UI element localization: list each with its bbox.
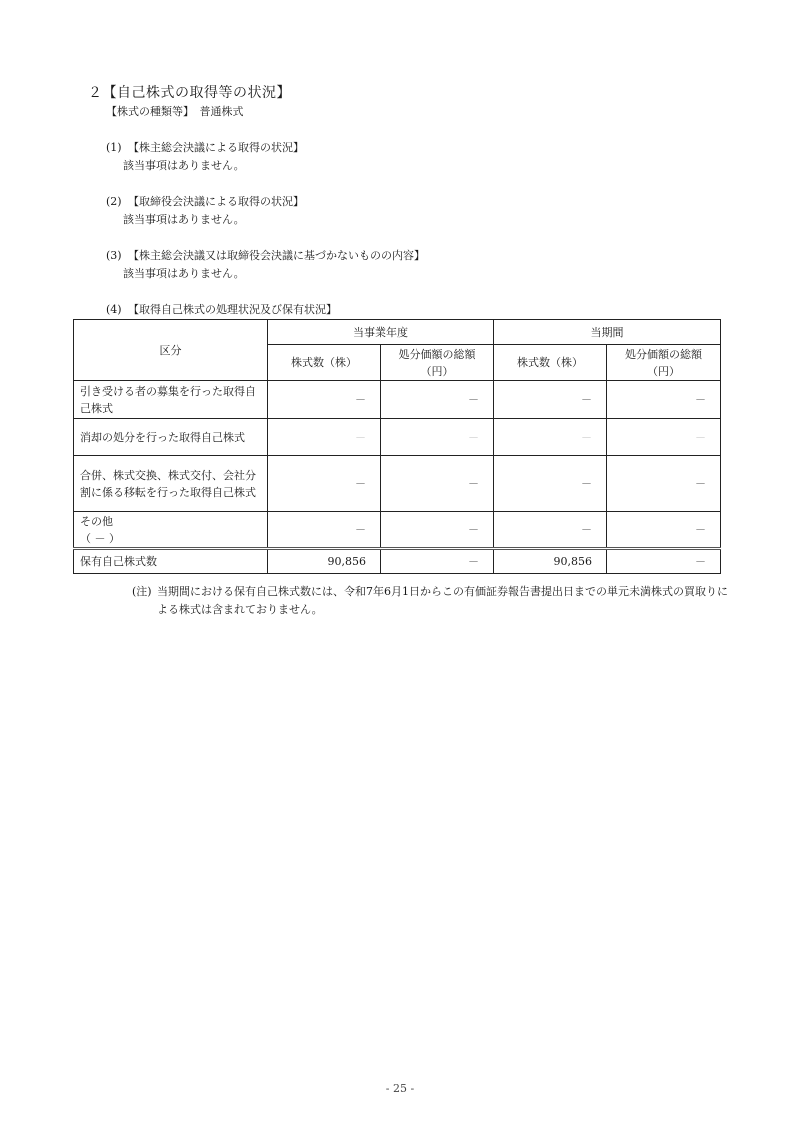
cell-value: － bbox=[607, 512, 721, 549]
row-label: 消却の処分を行った取得自己株式 bbox=[74, 419, 268, 456]
row-label-line1: その他 bbox=[80, 514, 113, 528]
total-shares-period: 90,856 bbox=[494, 549, 607, 574]
cell-value: － bbox=[381, 456, 494, 512]
footnote-text: 当期間における保有自己株式数には、令和7年6月1日からこの有価証券報告書提出日までの単元未満株式の買取りによる株式は含まれておりません。 bbox=[157, 585, 728, 616]
section-3-title-text: 【株主総会決議又は取締役会決議に基づかないものの内容】 bbox=[128, 249, 425, 262]
section-2-body: 該当事項はありません。 bbox=[123, 213, 245, 226]
total-amount-period: － bbox=[607, 549, 721, 574]
page-number: - 25 - bbox=[385, 1082, 415, 1095]
header-current-year: 当事業年度 bbox=[268, 320, 494, 345]
table-row bbox=[74, 512, 721, 549]
header-shares-period: 株式数（株） bbox=[494, 345, 607, 381]
header-amount-period-line2: （円） bbox=[647, 364, 680, 378]
header-amount-year bbox=[381, 345, 494, 381]
row-label-line2: （ － ） bbox=[80, 531, 120, 545]
section-3-number: (3) bbox=[106, 249, 122, 262]
section-1-title-text: 【株主総会決議による取得の状況】 bbox=[128, 141, 304, 154]
table-header-row-1 bbox=[74, 320, 721, 345]
table-row bbox=[74, 381, 721, 419]
cell-value: － bbox=[381, 419, 494, 456]
total-shares-year: 90,856 bbox=[268, 549, 381, 574]
section-2-number: (2) bbox=[106, 195, 122, 208]
header-amount-period-line1: 処分価額の総額 bbox=[625, 347, 702, 361]
cell-value: － bbox=[268, 512, 381, 549]
stock-type-label: 【株式の種類等】 普通株式 bbox=[106, 105, 244, 118]
cell-value: － bbox=[607, 381, 721, 419]
table-row bbox=[74, 419, 721, 456]
header-amount-period bbox=[607, 345, 721, 381]
section-heading: ２【自己株式の取得等の状況】 bbox=[88, 85, 291, 101]
treasury-stock-table bbox=[73, 319, 721, 574]
header-shares-year: 株式数（株） bbox=[268, 345, 381, 381]
section-1-body: 該当事項はありません。 bbox=[123, 159, 245, 172]
table-total-row bbox=[74, 549, 721, 574]
cell-value: － bbox=[268, 419, 381, 456]
header-category: 区分 bbox=[74, 320, 268, 381]
cell-value: － bbox=[268, 381, 381, 419]
section-4-number: (4) bbox=[106, 303, 122, 316]
cell-value: － bbox=[607, 419, 721, 456]
cell-value: － bbox=[494, 419, 607, 456]
section-2-title-text: 【取締役会決議による取得の状況】 bbox=[128, 195, 304, 208]
header-amount-year-line1: 処分価額の総額 bbox=[398, 347, 476, 361]
section-3-title bbox=[106, 247, 425, 263]
section-4-title bbox=[106, 301, 337, 317]
footnote bbox=[132, 583, 732, 619]
section-1-number: (1) bbox=[106, 141, 122, 154]
cell-value: － bbox=[607, 456, 721, 512]
section-3-body: 該当事項はありません。 bbox=[123, 267, 245, 280]
section-4-title-text: 【取得自己株式の処理状況及び保有状況】 bbox=[128, 303, 337, 316]
total-amount-year: － bbox=[381, 549, 494, 574]
cell-value: － bbox=[381, 381, 494, 419]
section-2-title bbox=[106, 193, 304, 209]
cell-value: － bbox=[494, 456, 607, 512]
footnote-mark: (注) bbox=[132, 585, 152, 598]
cell-value: － bbox=[494, 381, 607, 419]
cell-value: － bbox=[494, 512, 607, 549]
total-label: 保有自己株式数 bbox=[74, 549, 268, 574]
row-label: 引き受ける者の募集を行った取得自己株式 bbox=[74, 381, 268, 419]
row-label bbox=[74, 512, 268, 549]
cell-value: － bbox=[381, 512, 494, 549]
header-current-period: 当期間 bbox=[494, 320, 721, 345]
row-label: 合併、株式交換、株式交付、会社分割に係る移転を行った取得自己株式 bbox=[74, 456, 268, 512]
cell-value: － bbox=[268, 456, 381, 512]
section-1-title bbox=[106, 139, 304, 155]
header-amount-year-line2: （円） bbox=[420, 364, 454, 378]
table-row bbox=[74, 456, 721, 512]
